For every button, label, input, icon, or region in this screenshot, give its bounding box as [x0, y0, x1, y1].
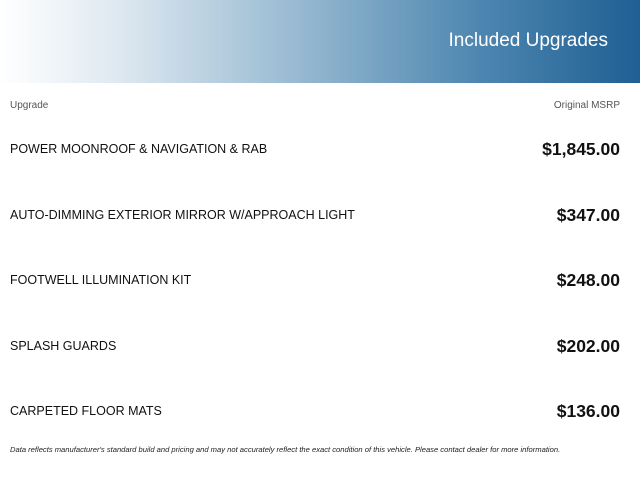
upgrade-price: $136.00 — [556, 401, 620, 421]
upgrade-row — [10, 263, 620, 293]
page-title: Included Upgrades — [448, 30, 608, 51]
upgrade-price: $347.00 — [556, 205, 620, 225]
upgrade-price: $248.00 — [556, 270, 620, 290]
upgrade-price: $202.00 — [556, 336, 620, 356]
upgrade-row — [10, 132, 620, 162]
upgrade-name: POWER MOONROOF & NAVIGATION & RAB — [10, 142, 268, 156]
upgrade-row — [10, 198, 620, 228]
column-header-msrp: Original MSRP — [553, 100, 620, 111]
upgrade-name: SPLASH GUARDS — [10, 339, 117, 353]
upgrade-name: FOOTWELL ILLUMINATION KIT — [10, 273, 192, 287]
upgrade-price: $1,845.00 — [542, 139, 620, 159]
upgrade-name: CARPETED FLOOR MATS — [10, 404, 162, 418]
column-header-upgrade: Upgrade — [10, 100, 49, 111]
upgrade-name: AUTO-DIMMING EXTERIOR MIRROR W/APPROACH LIGHT — [10, 208, 355, 222]
upgrade-row — [10, 329, 620, 359]
upgrade-row — [10, 394, 620, 424]
header-banner — [0, 0, 640, 83]
disclaimer-text: Data reflects manufacturer's standard build and pricing and may not accurately reflect the exact condition of this vehicle. Please contact dealer for more information. — [10, 445, 561, 454]
